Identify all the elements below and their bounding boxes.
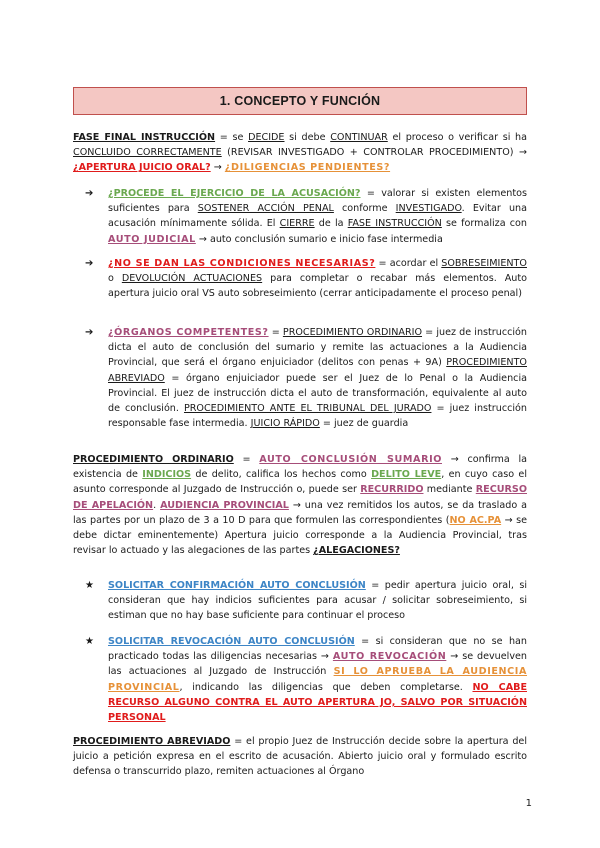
intro-continuar: CONTINUAR [330,132,388,143]
bullet-body: = juez de guardia [319,418,409,430]
ordinario-highlight: RECURSO DE APELACIÓN [73,484,527,511]
star-item [85,634,527,725]
bullet-term: CIERRE [279,218,315,230]
section-title-box [73,87,527,115]
bullet-body: para completar o recabar más elementos. Auto apertura juicio oral VS auto sobreseimiento (cerrar anticipadamente el proceso penal) [108,273,528,300]
ordinario-text: mediante [423,484,476,496]
ordinario-highlight: AUTO CONCLUSIÓN SUMARIO [259,454,442,465]
intro-decide: DECIDE [248,132,285,143]
star-highlight: AUTO REVOCACIÓN [332,651,447,663]
abreviado-term: PROCEDIMIENTO ABREVIADO [73,736,231,747]
star-text [108,634,527,725]
star-body: = si consideran que no se han practicado todas las diligencias necesarias → [108,636,528,663]
intro-text: si debe [284,132,331,143]
bullet-term: SOBRESEIMIENTO [441,258,527,269]
intro-paragraph [73,130,527,176]
ordinario-paragraph [73,452,527,558]
bullet-body: = órgano enjuiciador puede ser el Juez de lo Penal o la Audiencia Provincial. El juez de instrucción dicta el auto de transformación, equivalente al auto de conclusión. [108,372,527,415]
intro-text: → [210,162,225,174]
intro-text: = se [215,132,249,143]
bullet-body: = juez de instrucción dicta el auto de conclusión del sumario y remite las actuaciones a la Audiencia Provincial, que será el órgano enjuiciador (delitos con penas + 9A) [108,327,527,369]
arrow-bullet-icon: ➔ [85,188,94,199]
page-number: 1 [525,798,532,809]
star-item [85,578,527,624]
bullet-term: PROCEDIMIENTO ANTE EL TRIBUNAL DEL JURADO [183,403,432,415]
bullet-body: = valorar si existen elementos suficientes para [108,188,527,215]
star-text [108,578,527,624]
abreviado-paragraph [73,734,527,780]
intro-term: FASE FINAL INSTRUCCIÓN [73,132,216,143]
star-bullet-icon: ★ [85,636,94,647]
intro-text: (REVISAR INVESTIGADO + CONTROLAR PROCEDIMIENTO) → [221,147,527,159]
star-body: = pedir apertura juicio oral, si consideran que hay indicios suficientes para acusar / solicitar sobreseimiento, si estiman que no hay base suficiente para continuar el proceso [108,580,527,622]
arrow-bullet-icon: ➔ [85,258,94,269]
star-warning: NO CABE RECURSO ALGUNO CONTRA EL AUTO APERTURA JO, SALVO POR SITUACIÓN PERSONAL [108,681,527,724]
intro-apertura-juicio: ¿APERTURA JUICIO ORAL? [73,162,211,174]
ordinario-highlight: DELITO LEVE [371,469,442,481]
abreviado-text: = el propio Juez de Instrucción decide sobre la apertura del juicio a petición expresa en el escrito de acusación. Abierto juicio oral y formulado escrito defensa o transcurrido plazo, remiten actuaciones al Órgano [73,736,527,778]
bullet-heading: ¿NO SE DAN LAS CONDICIONES NECESARIAS? [108,258,376,269]
bullet-body: → auto conclusión sumario e inicio fase intermedia [195,233,443,245]
bullet-text [108,186,527,247]
star-bullet-icon: ★ [85,580,94,591]
bullet-term: PROCEDIMIENTO ORDINARIO [282,327,423,338]
ordinario-term: PROCEDIMIENTO ORDINARIO [73,454,234,465]
intro-concluido: CONCLUIDO CORRECTAMENTE [73,147,222,159]
ordinario-text: . [153,499,161,511]
star-heading: SOLICITAR CONFIRMACIÓN AUTO CONCLUSIÓN [108,580,366,591]
section-title: 1. CONCEPTO Y FUNCIÓN [219,94,381,108]
ordinario-alegaciones: ¿ALEGACIONES? [313,545,400,557]
bullet-body: o [108,273,122,285]
ordinario-highlight: RECURRIDO [360,484,424,496]
star-body: → se devuelven las actuaciones al Juzgado de Instrucción [108,651,527,678]
bullet-text [108,325,527,431]
bullet-body: = acordar el [375,258,442,269]
intro-diligencias: ¿DILIGENCIAS PENDIENTES? [224,162,391,174]
ordinario-text: , en cuyo caso el asunto corresponde al Juzgado de Instrucción o, puede ser [73,469,527,496]
ordinario-text: → confirma la existencia de [73,454,528,481]
ordinario-text: → una vez remitidos los autos, se da traslado a las partes por un plazo de 3 a 10 D para que formulen las correspondientes ( [73,499,528,526]
bullet-item [85,256,527,302]
bullet-term: DEVOLUCIÓN ACTUACIONES [121,273,263,285]
bullet-term: INVESTIGADO [395,203,462,215]
bullet-body: . Evitar una acusación mínimamente sólida. El [108,203,527,230]
star-body: , indicando las diligencias que deben completarse. [179,681,473,693]
bullet-body: conforme [333,203,396,215]
ordinario-highlight: NO AC.PA [449,514,502,526]
ordinario-text: → se debe dictar eminentemente) Apertura juicio corresponde a la Audiencia Provincial, tras revisar lo actuado y las alegaciones de las partes [73,514,527,557]
bullet-term: JUICIO RÁPIDO [250,418,320,430]
bullet-heading: ¿PROCEDE EL EJERCICIO DE LA ACUSACIÓN? [108,188,361,199]
ordinario-text: de delito, califica los hechos como [191,469,372,481]
star-highlight: SI LO APRUEBA LA AUDIENCIA PROVINCIAL [108,666,528,693]
ordinario-text: = [233,454,260,465]
bullet-term: FASE INSTRUCCIÓN [347,218,442,230]
bullet-body: se formaliza con [441,218,527,230]
bullet-body: = [268,327,283,338]
bullet-item [85,186,527,247]
ordinario-highlight: INDICIOS [142,469,192,481]
arrow-bullet-icon: ➔ [85,327,94,338]
star-heading: SOLICITAR REVOCACIÓN AUTO CONCLUSIÓN [108,636,355,647]
intro-text: el proceso o verificar si ha [387,132,528,143]
bullet-body: de la [314,218,348,230]
bullet-term: PROCEDIMIENTO ABREVIADO [108,357,527,384]
ordinario-highlight: AUDIENCIA PROVINCIAL [160,499,289,511]
bullet-body: = juez instrucción responsable fase intermedia. [108,403,527,430]
bullet-highlight: AUTO JUDICIAL [108,233,196,245]
bullet-item [85,325,527,431]
bullet-text [108,256,527,302]
bullet-term: SOSTENER ACCIÓN PENAL [197,203,334,215]
bullet-heading: ¿ÓRGANOS COMPETENTES? [108,327,269,338]
